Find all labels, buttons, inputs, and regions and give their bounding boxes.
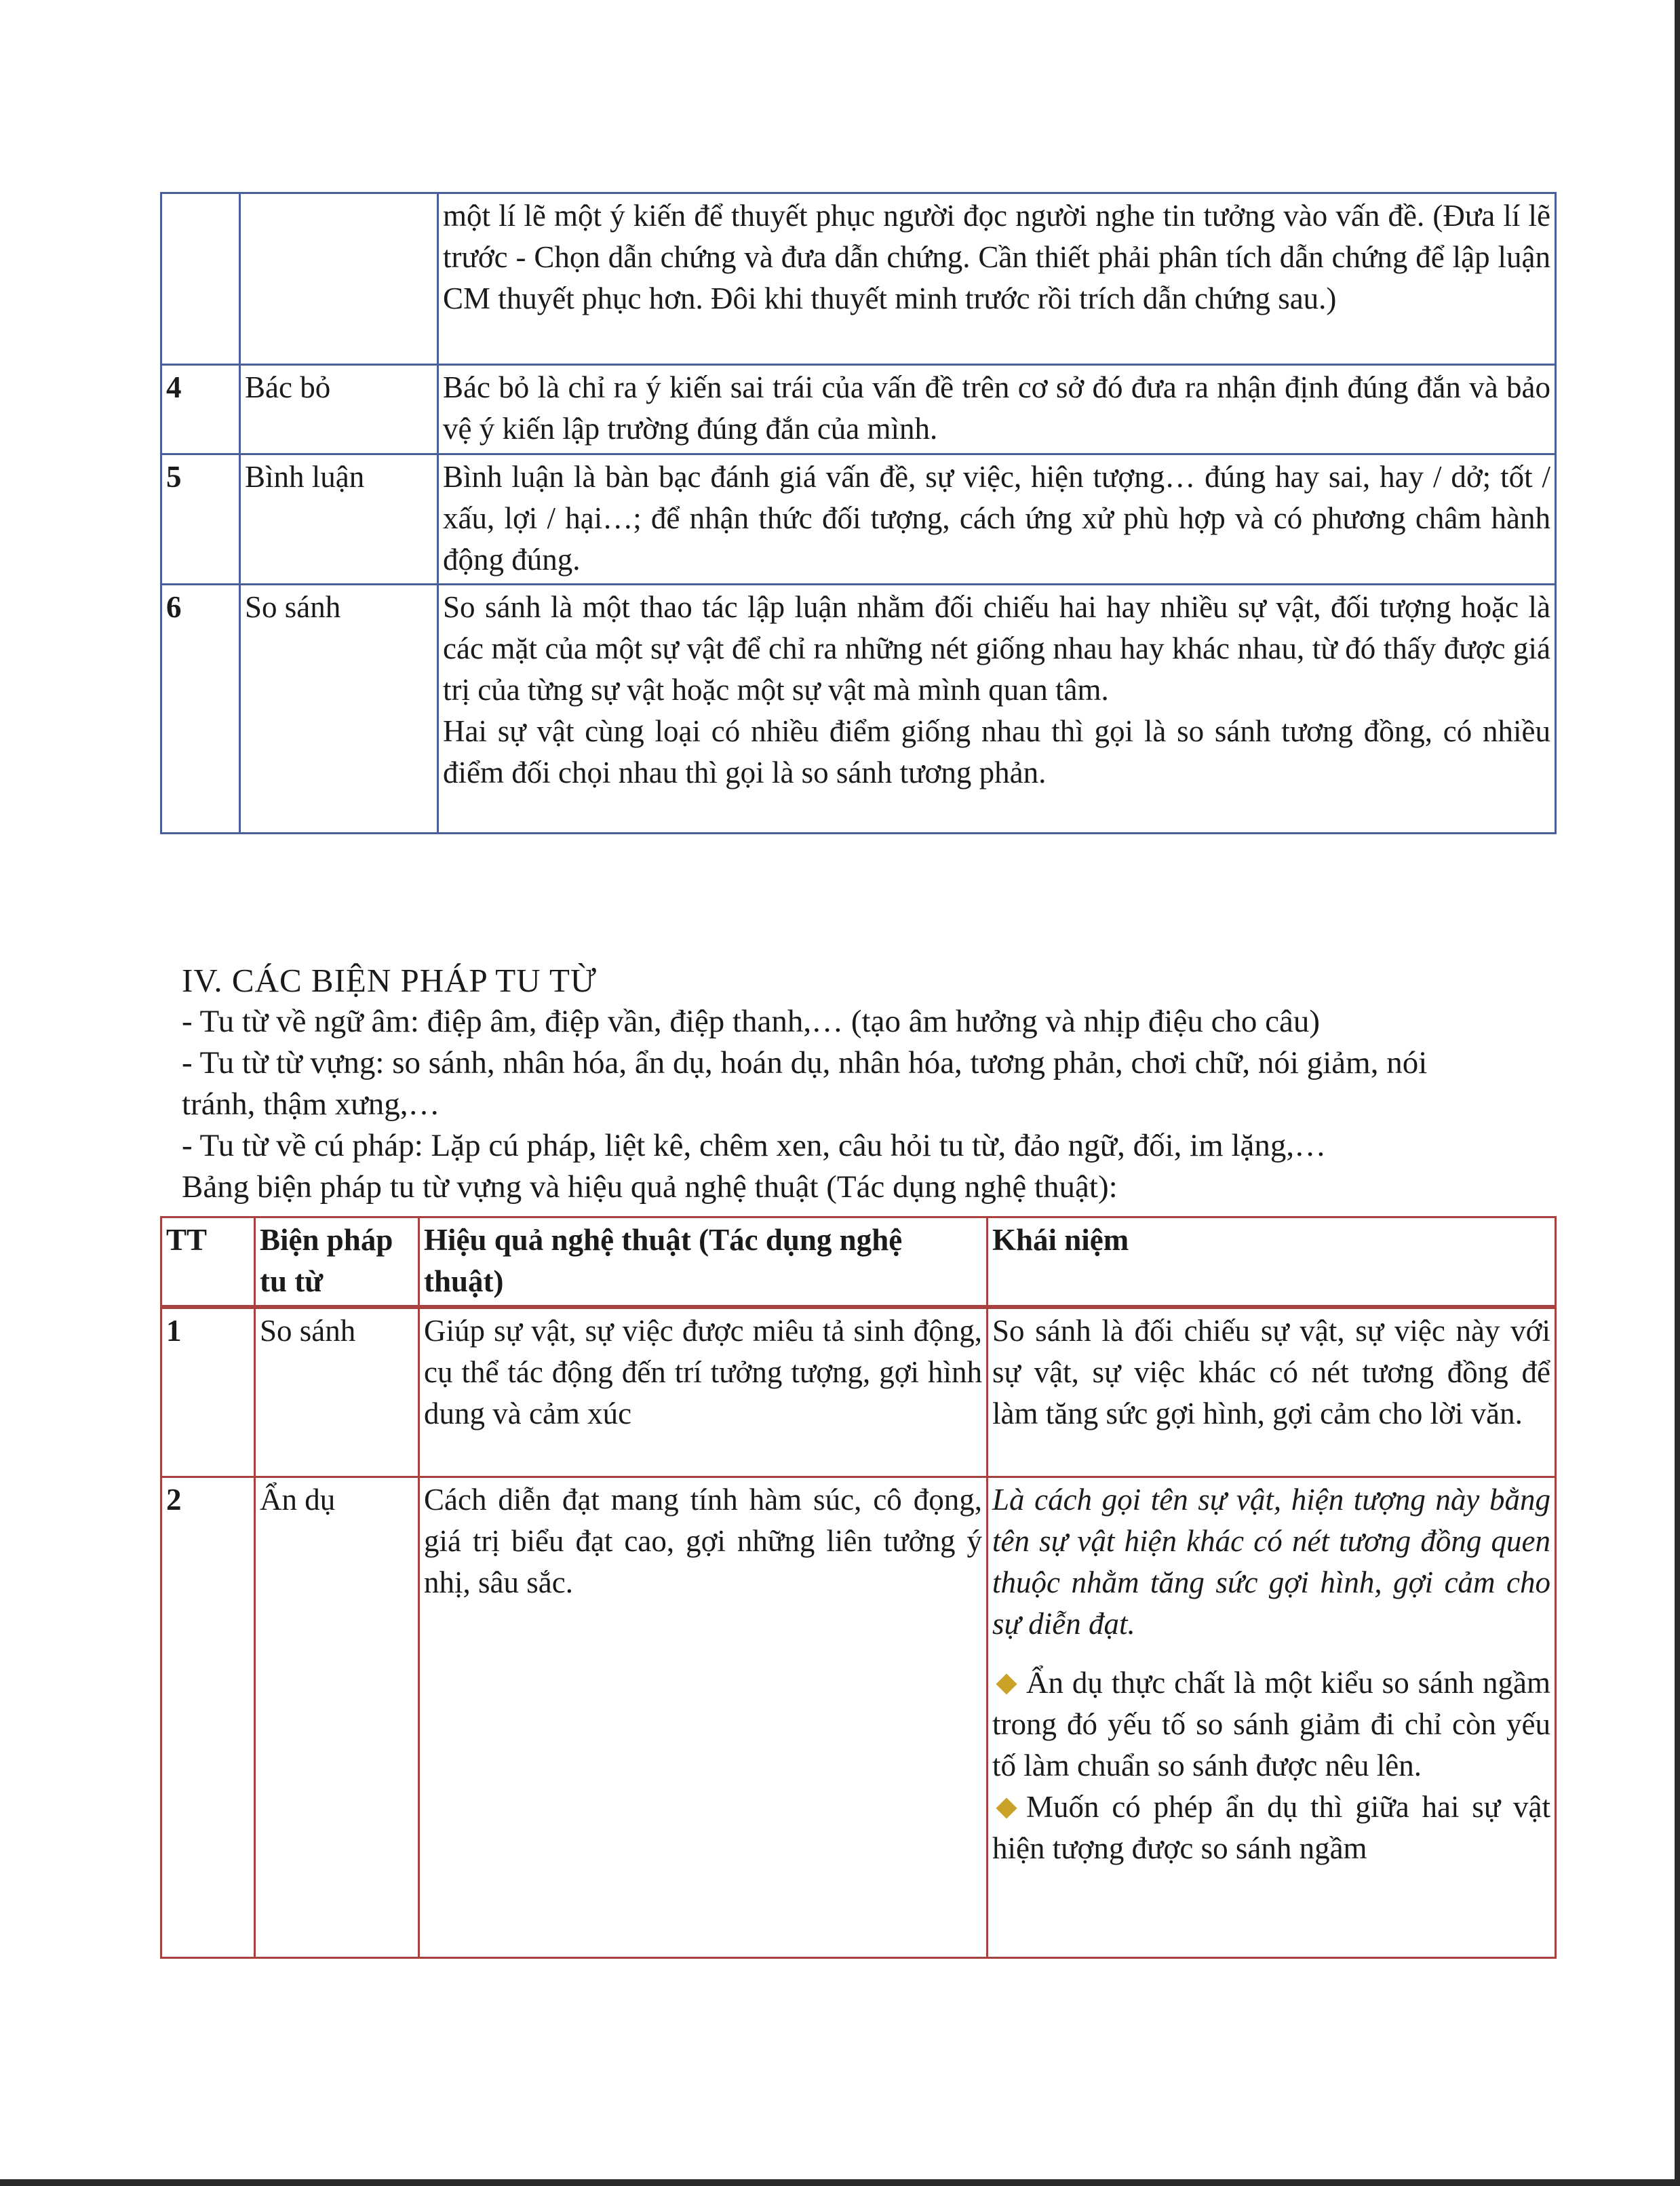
page-edge-bottom <box>0 2179 1680 2186</box>
row-number: 1 <box>161 1307 255 1477</box>
header-effect: Hiệu quả nghệ thuật (Tác dụng nghệ thuật) <box>419 1217 988 1308</box>
page-edge-right <box>1675 0 1680 2186</box>
table-row <box>161 365 1556 454</box>
diamond-bullet-icon <box>996 1673 1017 1694</box>
bullet-text: Muốn có phép ẩn dụ thì giữa hai sự vật hiện tượng được so sánh ngầm <box>992 1790 1550 1865</box>
argument-methods-table <box>160 192 1557 834</box>
table-row <box>161 1307 1556 1477</box>
method-description: Bác bỏ là chỉ ra ý kiến sai trái của vấn đề trên cơ sở đó đưa ra nhận định đúng đắn và bảo vệ ý kiến lập trường đúng đắn của mình. <box>438 365 1556 454</box>
technique-name: Ẩn dụ <box>255 1477 419 1958</box>
description-paragraph: So sánh là một thao tác lập luận nhằm đối chiếu hai hay nhiều sự vật, đối tượng hoặc là các mặt của một sự vật để chỉ ra những nét giống nhau hay khác nhau, từ đó thấy được giá trị của từng sự vật hoặc một sự vật mà mình quan tâm. <box>443 590 1550 707</box>
concept-bullet <box>992 1662 1550 1787</box>
method-term: Bình luận <box>240 454 438 585</box>
diamond-bullet-icon <box>996 1797 1017 1818</box>
header-technique: Biện pháp tu từ <box>255 1217 419 1308</box>
method-description: một lí lẽ một ý kiến để thuyết phục người đọc người nghe tin tưởng vào vấn đề. (Đưa lí lẽ trước - Chọn dẫn chứng và đưa dẫn chứng. Cần thiết phải phân tích dẫn chứng để lập luận CM thuyết phục hơn. Đôi khi thuyết minh trước rồi trích dẫn chứng sau.) <box>438 193 1556 365</box>
table-row <box>161 454 1556 585</box>
technique-concept <box>988 1477 1556 1958</box>
technique-effect: Giúp sự vật, sự việc được miêu tả sinh động, cụ thể tác động đến trí tưởng tượng, gợi hình dung và cảm xúc <box>419 1307 988 1477</box>
section-rhetorical-devices <box>182 960 1504 1208</box>
row-number: 4 <box>161 365 240 454</box>
concept-definition: Là cách gọi tên sự vật, hiện tượng này bằng tên sự vật hiện khác có nét tương đồng quen thuộc nhằm tăng sức gợi hình, gợi cảm cho sự diễn đạt. <box>992 1483 1550 1641</box>
section-line: - Tu từ từ vựng: so sánh, nhân hóa, ẩn dụ, hoán dụ, nhân hóa, tương phản, chơi chữ, nói giảm, nói tránh, thậm xưng,… <box>182 1045 1428 1122</box>
header-tt: TT <box>161 1217 255 1308</box>
technique-concept: So sánh là đối chiếu sự vật, sự việc này với sự vật, sự việc khác có nét tương đồng để làm tăng sức gợi hình, gợi cảm cho lời văn. <box>988 1307 1556 1477</box>
section-line: - Tu từ về ngữ âm: điệp âm, điệp vần, điệp thanh,… (tạo âm hưởng và nhịp điệu cho câu) <box>182 1004 1321 1039</box>
table-row <box>161 1477 1556 1958</box>
row-number: 6 <box>161 585 240 834</box>
row-number: 5 <box>161 454 240 585</box>
concept-bullet <box>992 1787 1550 1869</box>
section-line: - Tu từ về cú pháp: Lặp cú pháp, liệt kê, chêm xen, câu hỏi tu từ, đảo ngữ, đối, im lặng,… <box>182 1128 1327 1163</box>
rhetorical-devices-table <box>160 1216 1557 1959</box>
table-caption: Bảng biện pháp tu từ vựng và hiệu quả nghệ thuật (Tác dụng nghệ thuật): <box>182 1169 1118 1205</box>
method-term: Bác bỏ <box>240 365 438 454</box>
method-description: Bình luận là bàn bạc đánh giá vấn đề, sự việc, hiện tượng… đúng hay sai, hay / dở; tốt / xấu, lợi / hại…; để nhận thức đối tượng, cách ứng xử phù hợp và có phương châm hành động đúng. <box>438 454 1556 585</box>
description-paragraph: Hai sự vật cùng loại có nhiều điểm giống nhau thì gọi là so sánh tương đồng, có nhiều điểm đối chọi nhau thì gọi là so sánh tương phản. <box>443 714 1550 789</box>
section-heading: IV. CÁC BIỆN PHÁP TU TỪ <box>182 962 597 999</box>
method-description <box>438 585 1556 834</box>
method-term: So sánh <box>240 585 438 834</box>
technique-name: So sánh <box>255 1307 419 1477</box>
table-header-row <box>161 1217 1556 1308</box>
table-row <box>161 585 1556 834</box>
header-concept: Khái niệm <box>988 1217 1556 1308</box>
bullet-text: Ẩn dụ thực chất là một kiểu so sánh ngầm trong đó yếu tố so sánh giảm đi chỉ còn yếu tố làm chuẩn so sánh được nêu lên. <box>992 1666 1550 1782</box>
row-number: 2 <box>161 1477 255 1958</box>
technique-effect: Cách diễn đạt mang tính hàm súc, cô đọng, giá trị biểu đạt cao, gợi những liên tưởng ý nhị, sâu sắc. <box>419 1477 988 1958</box>
row-number <box>161 193 240 365</box>
method-term <box>240 193 438 365</box>
table-row <box>161 193 1556 365</box>
